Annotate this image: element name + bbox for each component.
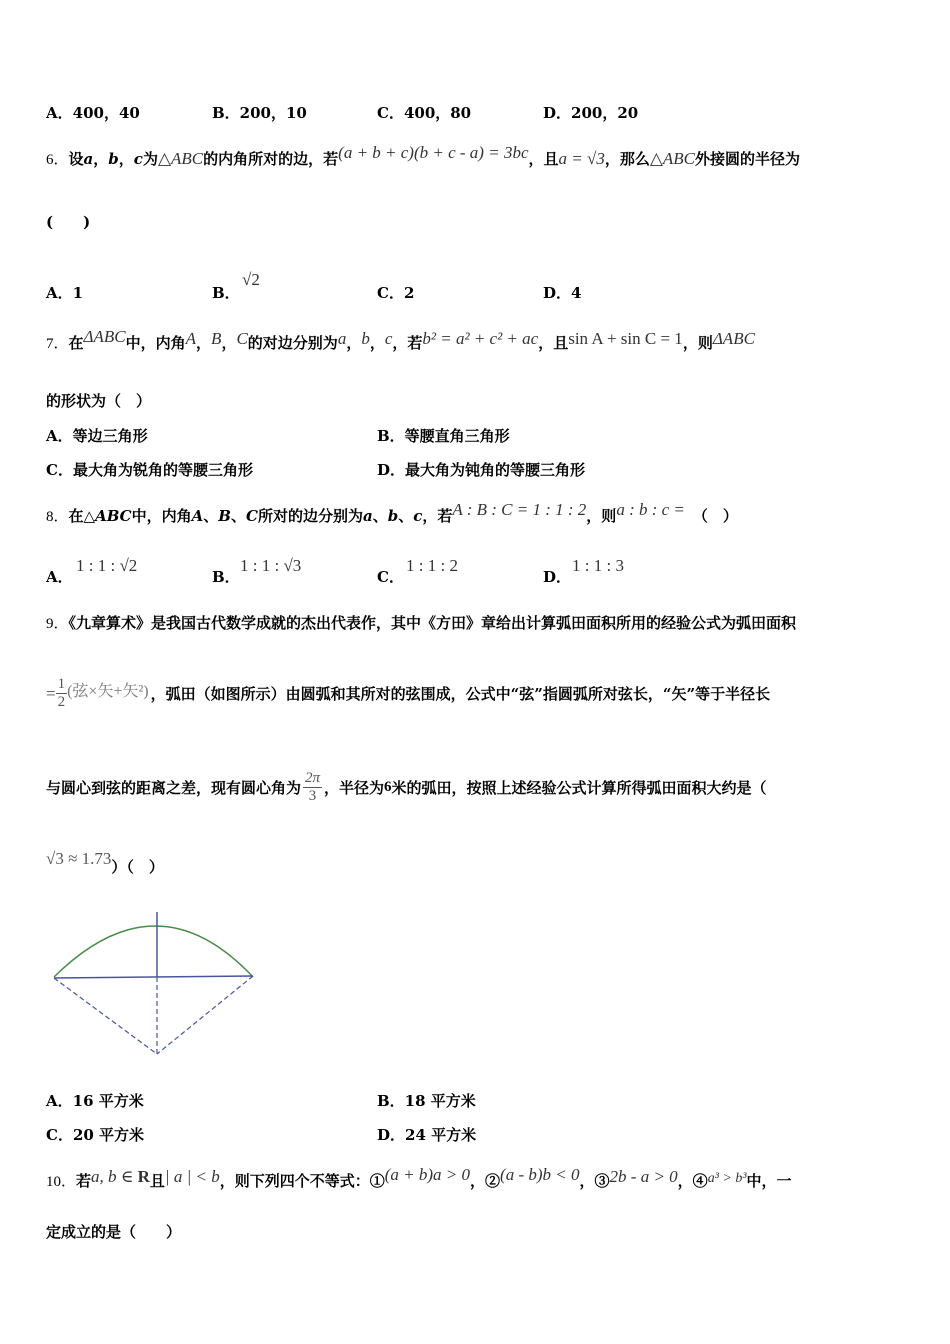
q10-inequality-2: (a - b)b < 0 [500, 1165, 580, 1184]
q6-number: 6． [46, 152, 69, 168]
triangle-abc: ΔABC [83, 327, 126, 346]
q7-option-c: C．最大角为锐角的等腰三角形 [46, 461, 253, 479]
q6-comma: ， [118, 150, 134, 168]
q10-text: 中，一 [746, 1172, 792, 1190]
q7-text: 的对边分别为 [247, 334, 338, 352]
var-b: b [108, 150, 119, 168]
q9-text: 与圆心到弦的距离之差，现有圆心角为 [46, 779, 302, 797]
q8-answer-paren: （ ） [692, 507, 738, 525]
q8-number: 8． [46, 509, 69, 525]
q9-answer-paren: ）（ ） [111, 858, 164, 876]
q10-inequality-1: (a + b)a > 0 [384, 1165, 471, 1184]
q8-option-c-math: 1 : 1 : 2 [406, 556, 458, 575]
q6-option-a: A．1 [46, 284, 84, 302]
q8-stem [46, 500, 738, 526]
real-numbers-symbol: R [137, 1167, 150, 1186]
q10-inequality-4: a³ > b³ [707, 1171, 747, 1186]
side-b: b [361, 329, 370, 348]
q7-text: ，则 [682, 334, 713, 352]
q9-text: ，半径为 [324, 779, 385, 797]
q9-formula-body: (弦×矢+矢²) [67, 683, 149, 700]
q9-stem-line2: ，弧田（如图所示）由圆弧和其所对的弦围成，公式中“弦”指圆弧所对弦长，“矢”等于半径长 [150, 685, 771, 703]
q9-option-a: A．16 平方米 [46, 1092, 144, 1110]
triangle-abc: ABC [95, 507, 132, 525]
var-c: c [133, 150, 143, 168]
triangle-abc: △ABC [649, 149, 696, 168]
q5-option-d: D．200，20 [543, 104, 639, 122]
q8-text: 中，内角 [131, 507, 192, 525]
q5-option-a: A．400，40 [46, 104, 140, 122]
q7-comma: ， [346, 334, 362, 352]
q9-formula-line [46, 676, 770, 711]
chord-line [54, 976, 253, 978]
q9-angle-numerator: 2π [305, 770, 321, 786]
q6-option-b-math: √2 [242, 270, 260, 289]
q9-angle-denominator: 3 [308, 788, 317, 804]
q9-formula-equals: = [46, 683, 56, 703]
q8-sep: 、 [230, 507, 246, 525]
var-a: a [83, 150, 94, 168]
q6-stem [46, 143, 801, 169]
side-b: b [387, 507, 399, 525]
q9-stem-line3 [46, 770, 767, 805]
q9-option-d: D．24 平方米 [377, 1126, 477, 1144]
angle-c: C [236, 329, 248, 348]
q7-option-b: B．等腰直角三角形 [377, 427, 510, 445]
q10-inequality-3: 2b - a > 0 [609, 1167, 678, 1186]
q7-text: ，且 [538, 334, 569, 352]
arc-field-figure [46, 900, 266, 1065]
q8-option-a: A． [46, 568, 73, 586]
q8-option-b: B． [212, 568, 240, 586]
q7-option-a: A．等边三角形 [46, 427, 148, 445]
q7-stem-line2: 的形状为（ ） [46, 392, 152, 410]
q6-answer-paren: ( ) [46, 213, 91, 231]
angle-a: A [191, 507, 204, 525]
q9-approximation: √3 ≈ 1.73 [46, 849, 112, 868]
q9-stem-line4 [46, 848, 164, 876]
q5-option-b: B．200，10 [212, 104, 307, 122]
q7-comma: ， [196, 334, 212, 352]
q7-stem [46, 327, 755, 353]
q6-text: 为 [142, 150, 158, 168]
q8-text: ，则 [586, 507, 617, 525]
q8-text: 在△ [68, 507, 96, 525]
q6-text: 的内角所对的边，若 [203, 150, 339, 168]
radius-right-dashed [157, 976, 253, 1054]
triangle-abc: △ABC [157, 149, 204, 168]
q7-text: ，若 [392, 334, 423, 352]
q8-option-d: D． [543, 568, 572, 586]
q10-text: ，③ [579, 1172, 610, 1190]
q6-text: 外接圆的半径为 [695, 150, 801, 168]
q6-condition: a = √3 [558, 149, 605, 168]
q6-text: 设 [68, 150, 84, 168]
q8-option-a-math: 1 : 1 : √2 [76, 556, 138, 575]
side-a: a [362, 507, 373, 525]
q6-text: ，那么 [604, 150, 650, 168]
q8-option-c: C． [377, 568, 404, 586]
q9-angle-fraction [303, 770, 322, 805]
q8-text: ，若 [422, 507, 453, 525]
q9-option-b: B．18 平方米 [377, 1092, 476, 1110]
q6-comma: ， [93, 150, 109, 168]
q10-text: 且 [149, 1172, 165, 1190]
q8-text: 所对的边分别为 [257, 507, 363, 525]
side-a: a [337, 329, 347, 348]
circular-arc [54, 926, 253, 977]
q10-condition-abs: | a | < b [164, 1167, 220, 1186]
q6-option-b: B． [212, 284, 240, 302]
q8-ratio-condition: A : B : C = 1 : 1 : 2 [452, 500, 587, 519]
q7-comma: ， [221, 334, 237, 352]
q8-option-d-math: 1 : 1 : 3 [572, 556, 624, 575]
triangle-abc: ΔABC [712, 329, 755, 348]
q10-text: 若 [76, 1172, 92, 1190]
q6-text: ，且 [528, 150, 559, 168]
q10-text: ，② [470, 1172, 501, 1190]
angle-c: C [245, 507, 258, 525]
q8-sep: 、 [398, 507, 414, 525]
q6-option-d: D．4 [543, 284, 582, 302]
angle-b: B [218, 507, 231, 525]
q10-stem [46, 1165, 792, 1191]
q6-equation: (a + b + c)(b + c - a) = 3bc [338, 143, 529, 162]
q9-formula-fraction [56, 676, 68, 711]
side-c: c [413, 507, 423, 525]
q10-text: ，④ [677, 1172, 708, 1190]
q8-sep: 、 [203, 507, 219, 525]
q5-option-c: C．400，80 [377, 104, 472, 122]
q8-option-b-math: 1 : 1 : √3 [240, 556, 302, 575]
q7-option-d: D．最大角为钝角的等腰三角形 [377, 461, 586, 479]
q7-sine-condition: sin A + sin C = 1 [568, 329, 683, 348]
q7-number: 7． [46, 336, 69, 352]
q8-sep: 、 [372, 507, 388, 525]
angle-b: B [211, 329, 222, 348]
q7-comma: ， [369, 334, 385, 352]
q9-text: 米的弧田，按照上述经验公式计算所得弧田面积大约是（ [391, 779, 767, 797]
q7-text: 在 [68, 334, 84, 352]
q7-equation: b² = a² + c² + ac [422, 329, 539, 348]
q10-text: ，则下列四个不等式：① [219, 1172, 385, 1190]
angle-a: A [185, 329, 197, 348]
q9-radius: 6 [384, 779, 392, 795]
q9-option-c: C．20 平方米 [46, 1126, 145, 1144]
q9-fraction-denominator: 2 [57, 694, 66, 710]
q10-condition-set: a, b ∈ [91, 1167, 138, 1186]
q9-stem-line1 [46, 612, 796, 633]
radius-left-dashed [54, 978, 157, 1054]
q10-stem-line2: 定成立的是（ ） [46, 1223, 182, 1241]
q8-ratio-query: a : b : c = [616, 500, 685, 519]
q7-text: 中，内角 [125, 334, 186, 352]
q10-number: 10． [46, 1174, 77, 1190]
q9-text: 《九章算术》是我国古代数学成就的杰出代表作，其中《方田》章给出计算弧田面积所用的经验公式为弧田面积 [68, 614, 797, 632]
q6-option-c: C．2 [377, 284, 415, 302]
q9-fraction-numerator: 1 [57, 676, 66, 692]
side-c: c [384, 329, 393, 348]
q9-number: 9． [46, 616, 69, 632]
